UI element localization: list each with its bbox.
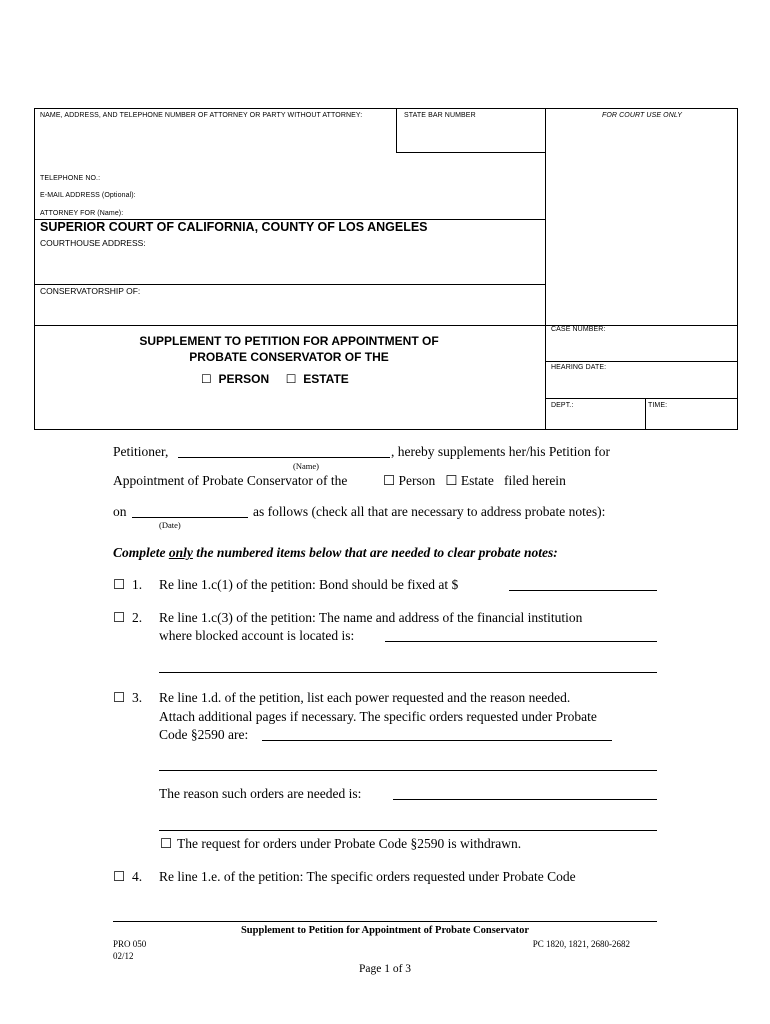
item-3-text-line1: Re line 1.d. of the petition, list each power requested and the reason needed.: [159, 690, 571, 705]
line3-suffix: as follows (check all that are necessary to address probate notes):: [253, 504, 606, 519]
withdrawn-text: The request for orders under Probate Code §2590 is withdrawn.: [177, 836, 522, 851]
title-options: [201, 372, 349, 386]
petitioner-suffix: , hereby supplements her/his Petition for: [391, 444, 610, 459]
item-3-number: 3.: [132, 690, 143, 705]
instruction-text: Complete only the numbered items below that are needed to clear probate notes:: [113, 545, 558, 560]
person-option-label: PERSON: [218, 372, 270, 386]
dept-label: DEPT.:: [551, 402, 574, 409]
statute-references: PC 1820, 1821, 2680-2682: [532, 939, 630, 949]
form-date: 02/12: [113, 951, 134, 961]
conservatorship-label: CONSERVATORSHIP OF:: [40, 286, 141, 296]
item-1-number: 1.: [132, 577, 143, 592]
name-caption: (Name): [293, 461, 319, 471]
footer-title: Supplement to Petition for Appointment of Probate Conservator: [240, 925, 530, 936]
filed-date-field[interactable]: [132, 517, 248, 518]
hearing-date-label: HEARING DATE:: [551, 364, 607, 371]
case-number-label: CASE NUMBER:: [551, 326, 606, 333]
item-4-number: 4.: [132, 869, 143, 884]
reason-field[interactable]: [393, 799, 657, 800]
item-1-checkbox[interactable]: ☐: [113, 577, 126, 592]
line2-person-label: Person: [398, 473, 436, 488]
page-number: Page 1 of 3: [358, 963, 412, 975]
item-3-text-line2: Attach additional pages if necessary. The specific orders requested under Probate: [159, 709, 597, 724]
line2-estate-label: Estate: [460, 473, 494, 488]
line2-person-checkbox[interactable]: ☐: [383, 473, 396, 488]
form-title-line1: SUPPLEMENT TO PETITION FOR APPOINTMENT OF: [139, 334, 439, 348]
estate-checkbox[interactable]: ☐: [285, 372, 297, 386]
line2-prefix: Appointment of Probate Conservator of the: [113, 473, 348, 488]
item-2-checkbox[interactable]: ☐: [113, 610, 126, 625]
petitioner-name-field[interactable]: [178, 457, 390, 458]
attorney-for-label: ATTORNEY FOR (Name):: [40, 210, 124, 217]
specific-orders-field-2[interactable]: [159, 770, 657, 771]
item-3-checkbox[interactable]: ☐: [113, 690, 126, 705]
bond-amount-field[interactable]: [509, 590, 657, 591]
court-use-label: FOR COURT USE ONLY: [602, 112, 682, 119]
line2-estate-checkbox[interactable]: ☐: [445, 473, 458, 488]
line3-prefix: on: [113, 504, 127, 519]
petitioner-prefix: Petitioner,: [113, 444, 169, 459]
state-bar-label: STATE BAR NUMBER: [404, 112, 476, 119]
email-label: E-MAIL ADDRESS (Optional):: [40, 192, 136, 199]
form-title-line2: PROBATE CONSERVATOR OF THE: [189, 350, 389, 364]
item-1-text: Re line 1.c(1) of the petition: Bond should be fixed at $: [159, 577, 459, 592]
court-name: SUPERIOR COURT OF CALIFORNIA, COUNTY OF LOS ANGELES: [40, 220, 428, 234]
time-label: TIME:: [648, 402, 668, 409]
specific-orders-field[interactable]: [262, 740, 612, 741]
date-caption: (Date): [159, 520, 181, 530]
financial-institution-field[interactable]: [385, 641, 657, 642]
item-4-checkbox[interactable]: ☐: [113, 869, 126, 884]
form-code: PRO 050: [113, 939, 147, 949]
attorney-label: NAME, ADDRESS, AND TELEPHONE NUMBER OF ATTORNEY OR PARTY WITHOUT ATTORNEY:: [40, 112, 363, 119]
courthouse-label: COURTHOUSE ADDRESS:: [40, 238, 146, 248]
reason-label: The reason such orders are needed is:: [159, 786, 362, 801]
item-2-text-line1: Re line 1.c(3) of the petition: The name and address of the financial institution: [159, 610, 583, 625]
line2-suffix: filed herein: [503, 473, 566, 488]
estate-option-label: ESTATE: [303, 372, 349, 386]
person-checkbox[interactable]: ☐: [201, 372, 212, 386]
reason-field-2[interactable]: [159, 830, 657, 831]
financial-institution-field-2[interactable]: [159, 672, 657, 673]
telephone-label: TELEPHONE NO.:: [40, 175, 101, 182]
line2-options: [383, 473, 566, 489]
item-3-text-line3: Code §2590 are:: [159, 727, 249, 742]
item-4-text: Re line 1.e. of the petition: The specific orders requested under Probate Code: [159, 869, 576, 884]
item-2-number: 2.: [132, 610, 143, 625]
footer-rule: [113, 921, 657, 922]
withdrawn-checkbox[interactable]: ☐: [160, 836, 173, 851]
item-2-text-line2: where blocked account is located is:: [159, 628, 355, 643]
